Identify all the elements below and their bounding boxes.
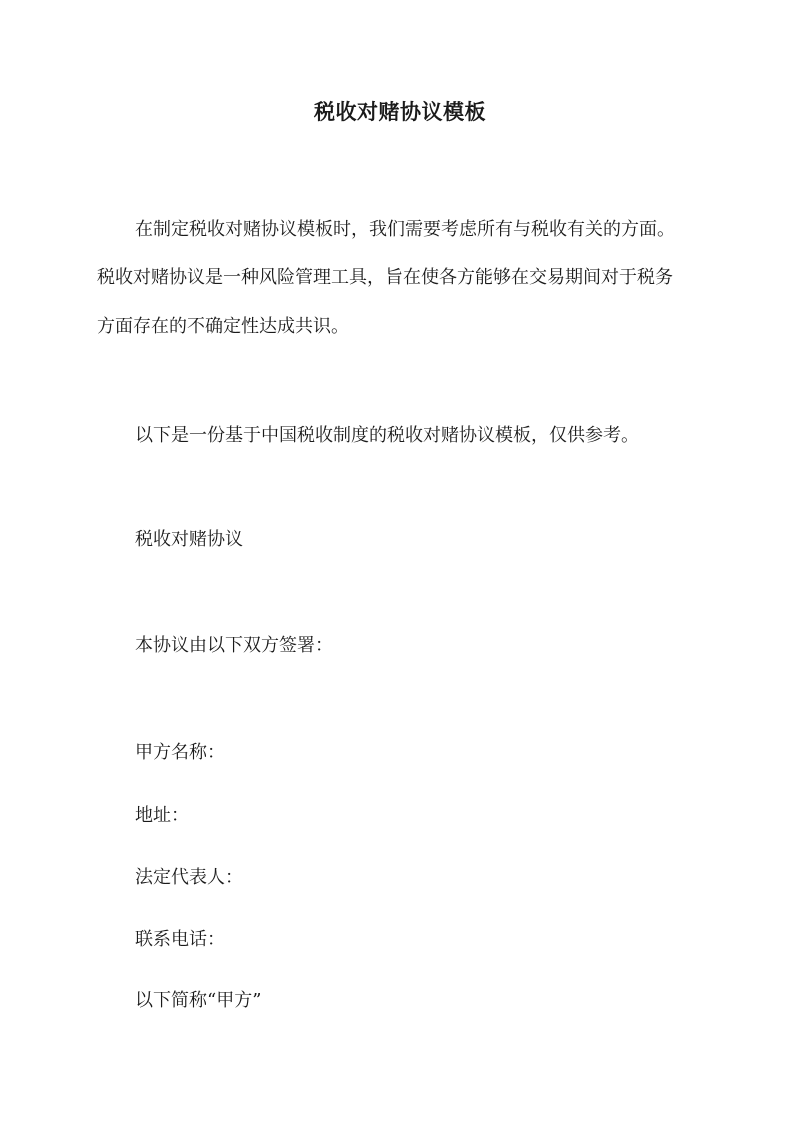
- reference-note: 以下是一份基于中国税收制度的税收对赌协议模板，仅供参考。: [135, 425, 639, 446]
- intro-paragraph-line-3: 方面存在的不确定性达成共识。: [97, 316, 349, 337]
- phone-label: 联系电话：: [135, 929, 225, 950]
- signing-statement: 本协议由以下双方签署：: [135, 635, 333, 656]
- intro-paragraph-line-1: 在制定税收对赌协议模板时，我们需要考虑所有与税收有关的方面。: [135, 219, 675, 240]
- party-a-short-name: 以下简称“甲方”: [135, 990, 262, 1011]
- document-title: 税收对赌协议模板: [314, 99, 486, 124]
- intro-paragraph-line-2: 税收对赌协议是一种风险管理工具，旨在使各方能够在交易期间对于税务: [97, 267, 673, 288]
- party-a-name-label: 甲方名称：: [135, 742, 225, 763]
- agreement-heading: 税收对赌协议: [135, 529, 243, 550]
- legal-representative-label: 法定代表人：: [135, 867, 243, 888]
- address-label: 地址：: [135, 805, 189, 826]
